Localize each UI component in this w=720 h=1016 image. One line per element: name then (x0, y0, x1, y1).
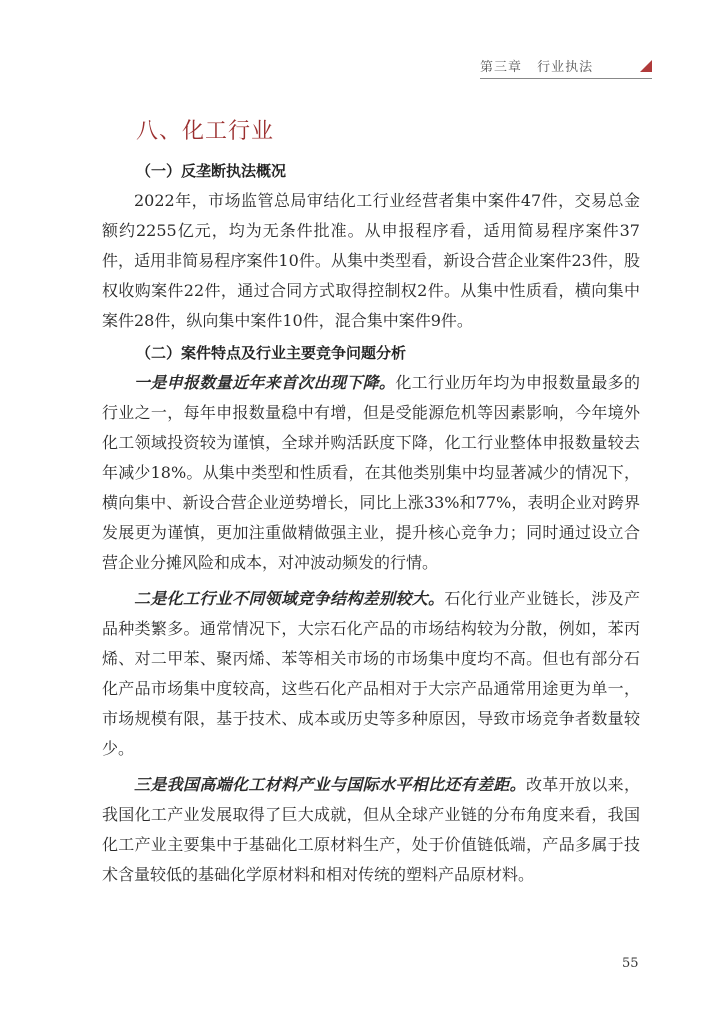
paragraph-text: 石化行业产业链长，涉及产品种类繁多。通常情况下，大宗石化产品的市场结构较为分散，例如，苯丙烯、对二甲苯、聚丙烯、苯等相关市场的市场集中度均不高。但也有部分石化产品市场集中度较高，这些石化产品相对于大宗产品通常用途更为单一，市场规模有限，基于技术、成本或历史等多种原因，导致市场竞争者数量较少。 (102, 589, 640, 758)
paragraph-lead: 三是我国高端化工材料产业与国际水平相比还有差距。 (134, 775, 526, 794)
subsection-1 (102, 156, 640, 336)
section-title: 八、化工行业 (136, 119, 275, 144)
subsection-2 (102, 338, 640, 890)
subsection-heading: （二）案件特点及行业主要竞争问题分析 (136, 344, 407, 362)
paragraph (102, 770, 640, 890)
paragraph-text: 2022年，市场监管总局审结化工行业经营者集中案件47件，交易总金额约2255亿元，均为无条件批准。从申报程序看，适用简易程序案件37件，适用非简易程序案件10件。从集中类型看，新设合营企业案件23件，股权收购案件22件，通过合同方式取得控制权2件。从集中性质看，横向集中案件28件，纵向集中案件10件，混合集中案件9件。 (102, 191, 640, 330)
corner-triangle-icon (640, 60, 652, 72)
chapter-label: 第三章 (480, 60, 523, 75)
paragraph-text: 化工行业历年均为申报数量最多的行业之一，每年申报数量稳中有增，但是受能源危机等因素影响，今年境外化工领域投资较为谨慎，全球并购活跃度下降，化工行业整体申报数量较去年减少18%。从集中类型和性质看，在其他类别集中均显著减少的情况下，横向集中、新设合营企业逆势增长，同比上涨33%和77%，表明企业对跨界发展更为谨慎，更加注重做精做强主业，提升核心竞争力；同时通过设立合营企业分摊风险和成本，对冲波动频发的行情。 (102, 373, 640, 572)
paragraph (102, 368, 640, 578)
paragraph (102, 584, 640, 764)
paragraph-lead: 一是申报数量近年来首次出现下降。 (134, 373, 396, 392)
header-divider (480, 78, 652, 79)
subsection-heading: （一）反垄断执法概况 (136, 162, 287, 180)
chapter-title: 行业执法 (537, 60, 594, 75)
paragraph-lead: 二是化工行业不同领域竞争结构差别较大。 (134, 589, 445, 608)
running-header (480, 56, 652, 75)
paragraph-text: 改革开放以来，我国化工产业发展取得了巨大成就，但从全球产业链的分布角度来看，我国化工产业主要集中于基础化工原材料生产，处于价值链低端，产品多属于技术含量较低的基础化学原材料和相对传统的塑料产品原材料。 (102, 775, 640, 884)
page-number: 55 (622, 956, 639, 971)
paragraph (102, 186, 640, 336)
body-content (102, 156, 640, 890)
